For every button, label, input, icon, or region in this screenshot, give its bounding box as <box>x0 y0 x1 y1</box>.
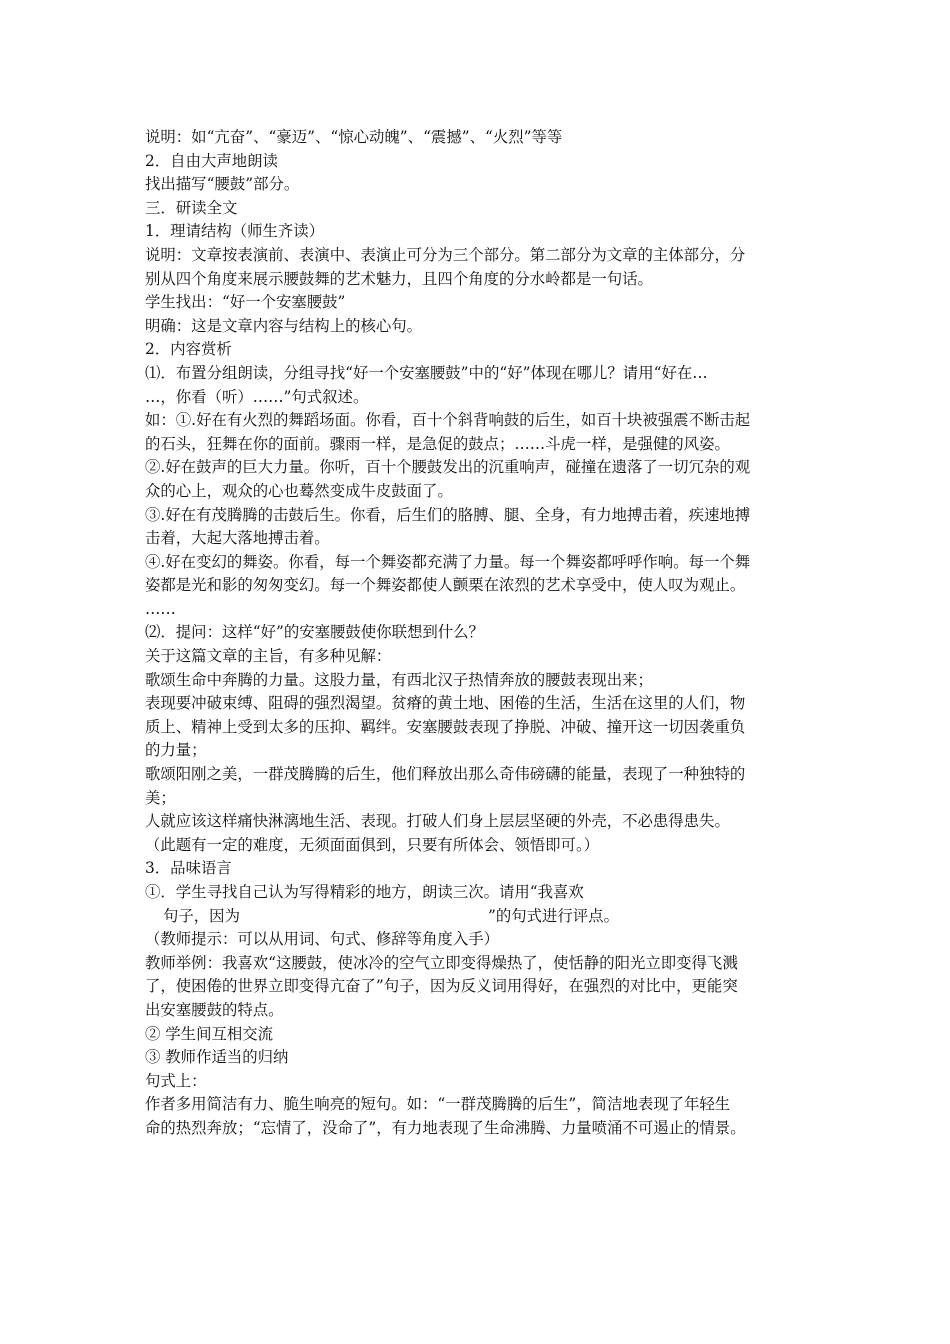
text-line: 3．品味语言 <box>145 859 232 878</box>
text-line: 学生找出：“好一个安塞腰鼓” <box>145 293 346 312</box>
text-line: 2．内容赏析 <box>145 340 232 359</box>
text-line: 的力量； <box>145 741 207 760</box>
text-line: 歌颂阳刚之美，一群茂腾腾的后生，他们释放出那么奇伟磅礴的能量，表现了一种独特的 <box>145 765 746 784</box>
text-line: （教师提示：可以从用词、句式、修辞等角度入手） <box>145 930 499 949</box>
text-line: 击着，大起大落地搏击着。 <box>145 529 330 548</box>
text-line: 句式上： <box>145 1071 207 1090</box>
text-line: 教师举例：我喜欢“这腰鼓，使冰冷的空气立即变得燥热了，使恬静的阳光立即变得飞溅 <box>145 953 738 972</box>
text-line: 找出描写“腰鼓”部分。 <box>145 175 300 194</box>
text-line: 如：①.好在有火烈的舞蹈场面。你看，百十个斜背响鼓的后生，如百十块被强震不断击起 <box>145 411 751 430</box>
text-line: 质上、精神上受到太多的压抑、羁绊。安塞腰鼓表现了挣脱、冲破、撞开这一切因袭重负 <box>145 717 746 736</box>
text-line: 说明：文章按表演前、表演中、表演止可分为三个部分。第二部分为文章的主体部分，分 <box>145 245 746 264</box>
fill-in-left-text: 句子，因为 <box>163 906 240 925</box>
text-line: 关于这篇文章的主旨，有多种见解： <box>145 647 392 666</box>
text-line: ⑵．提问：这样“好”的安塞腰鼓使你联想到什么？ <box>145 623 484 642</box>
fill-in-sentence-line <box>145 905 810 929</box>
text-line: 众的心上，观众的心也蓦然变成牛皮鼓面了。 <box>145 481 453 500</box>
text-line: 的石头，狂舞在你的面前。骤雨一样，是急促的鼓点；……斗虎一样，是强健的风姿。 <box>145 434 730 453</box>
fill-in-right-text: ”的句式进行评点。 <box>487 906 619 925</box>
text-line: 作者多用简洁有力、脆生响亮的短句。如：“一群茂腾腾的后生”，简洁地表现了年轻生 <box>145 1095 731 1114</box>
text-line: 了，使困倦的世界立即变得亢奋了”句子，因为反义词用得好，在强烈的对比中，更能突 <box>145 977 738 996</box>
text-line: ② 学生间互相交流 <box>145 1024 274 1043</box>
section-heading: 三．研读全文 <box>145 198 238 217</box>
text-line: ②.好在鼓声的巨大力量。你听，百十个腰鼓发出的沉重响声，碰撞在遗落了一切冗杂的观 <box>145 458 751 477</box>
text-line: 出安塞腰鼓的特点。 <box>145 1000 284 1019</box>
text-line: 姿都是光和影的匆匆变幻。每一个舞姿都使人颤栗在浓烈的艺术享受中，使人叹为观止。 <box>145 576 746 595</box>
text-line: 明确：这是文章内容与结构上的核心句。 <box>145 316 423 335</box>
text-line: 别从四个角度来展示腰鼓舞的艺术魅力，且四个角度的分水岭都是一句话。 <box>145 269 653 288</box>
text-line: 说明：如“亢奋”、“豪迈”、“惊心动魄”、“震撼”、“火烈”等等 <box>145 128 563 146</box>
text-line: ③ 教师作适当的归纳 <box>145 1048 289 1067</box>
text-line: ⑴．布置分组朗读，分组寻找“好一个安塞腰鼓”中的“好”体现在哪儿？请用“好在… <box>145 363 708 382</box>
text-line: …，你看（听）……”句式叙述。 <box>145 387 369 406</box>
text-line: ④.好在变幻的舞姿。你看，每一个舞姿都充满了力量。每一个舞姿都呼呼作响。每一个舞 <box>145 552 751 571</box>
document-body <box>145 126 810 1141</box>
ellipsis-line: …… <box>145 599 176 618</box>
text-line: 表现要冲破束缚、阻碍的强烈渴望。贫瘠的黄土地、困倦的生活，生活在这里的人们，物 <box>145 694 746 713</box>
text-line: 命的热烈奔放；“忘情了，没命了”，有力地表现了生命沸腾、力量喷涌不可遏止的情景。 <box>145 1118 746 1137</box>
text-line: （此题有一定的难度，无须面面俱到，只要有所体会、领悟即可。） <box>145 835 600 854</box>
text-line: ①．学生寻找自己认为写得精彩的地方，朗读三次。请用“我喜欢 <box>145 883 584 901</box>
text-line: ③.好在有茂腾腾的击鼓后生。你看，后生们的胳膊、腿、全身，有力地搏击着，疾速地搏 <box>145 505 751 524</box>
text-line: 2．自由大声地朗读 <box>145 151 278 170</box>
text-line: 人就应该这样痛快淋漓地生活、表现。打破人们身上层层坚硬的外壳，不必患得患失。 <box>145 812 730 831</box>
text-line: 歌颂生命中奔腾的力量。这股力量，有西北汉子热情奔放的腰鼓表现出来； <box>145 670 653 689</box>
text-line: 美； <box>145 788 176 807</box>
text-line: 1．理请结构（师生齐读） <box>145 222 325 241</box>
